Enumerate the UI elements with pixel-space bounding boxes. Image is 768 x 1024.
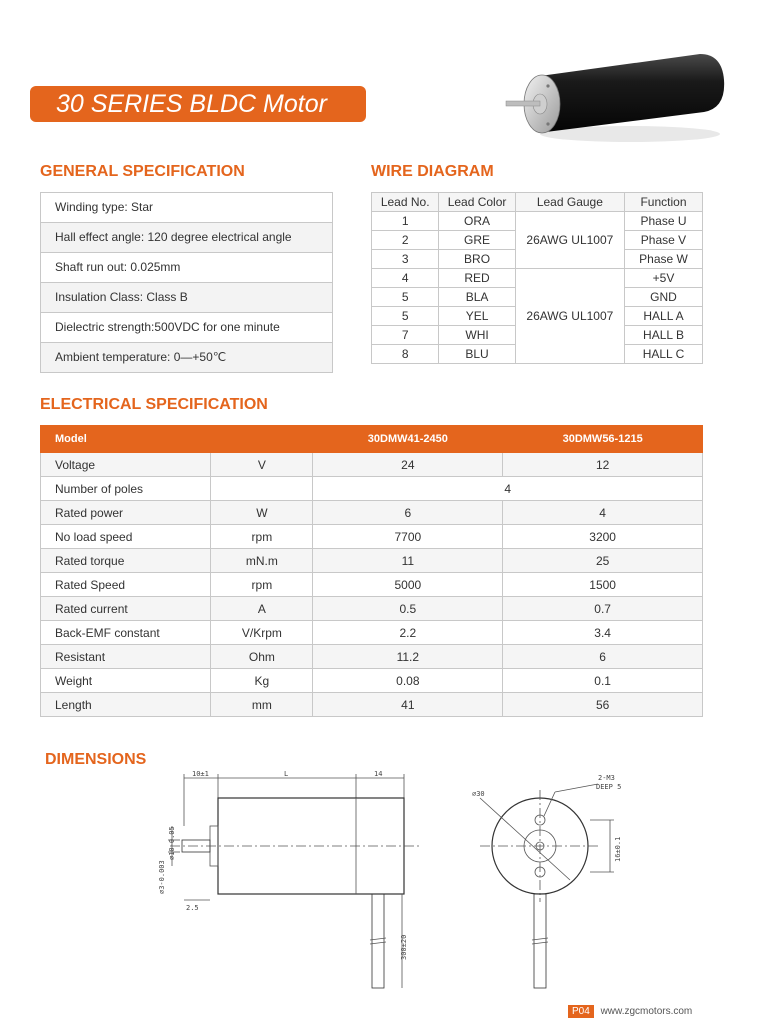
general-spec-item: Winding type: Star [41,193,332,223]
general-spec-heading: GENERAL SPECIFICATION [40,163,245,180]
general-spec-item: Shaft run out: 0.025mm [41,253,332,283]
dim-shaft-length: 10±1 [192,770,209,778]
table-header: Lead Gauge [515,193,624,212]
table-header: 30DMW56-1215 [503,426,703,453]
table-row [41,597,703,621]
lead-function: HALL A [624,307,702,326]
param-unit: mm [211,693,313,717]
lead-color: BRO [439,250,515,269]
model-b-value: 0.7 [503,597,703,621]
model-a-value: 11.2 [313,645,503,669]
wire-diagram-table [371,192,703,364]
dim-shaft-step: 2.5 [186,904,199,912]
lead-no: 5 [372,307,439,326]
lead-color: YEL [439,307,515,326]
dim-body-length: L [284,770,289,778]
model-a-value: 24 [313,453,503,477]
dim-shaft-diameter: ⌀3-0.003 [158,860,166,894]
param-unit: mN.m [211,549,313,573]
dimension-drawing [158,770,640,1000]
table-row [41,453,703,477]
model-a-value: 6 [313,501,503,525]
lead-no: 4 [372,269,439,288]
table-row [372,269,703,288]
param-name: Voltage [41,453,211,477]
table-row [41,525,703,549]
page-footer [568,1005,692,1018]
table-header: 30DMW41-2450 [313,426,503,453]
param-name: Rated current [41,597,211,621]
model-a-value: 41 [313,693,503,717]
dim-rear-length: 14 [374,770,383,778]
param-name: Back-EMF constant [41,621,211,645]
table-header: Function [624,193,702,212]
lead-no: 8 [372,345,439,364]
lead-function: Phase U [624,212,702,231]
param-name: No load speed [41,525,211,549]
page-title: 30 SERIES BLDC Motor [56,90,327,118]
model-a-value: 0.5 [313,597,503,621]
website-link[interactable]: www.zgcmotors.com [600,1006,693,1017]
param-unit: rpm [211,573,313,597]
param-name: Length [41,693,211,717]
table-header-row [372,193,703,212]
param-name: Number of poles [41,477,211,501]
table-header: Lead No. [372,193,439,212]
model-b-value: 1500 [503,573,703,597]
table-row [41,549,703,573]
table-header: Lead Color [439,193,515,212]
lead-no: 7 [372,326,439,345]
table-row [41,645,703,669]
lead-function: +5V [624,269,702,288]
page-title-banner [30,86,366,122]
lead-color: ORA [439,212,515,231]
table-row [41,621,703,645]
lead-color: WHI [439,326,515,345]
table-row [41,501,703,525]
dim-hole-spacing: 16±0.1 [614,836,622,862]
general-spec-item: Ambient temperature: 0—+50℃ [41,343,332,372]
motor-photo [500,52,730,144]
model-a-value: 7700 [313,525,503,549]
lead-color: BLA [439,288,515,307]
model-b-value: 6 [503,645,703,669]
lead-function: HALL B [624,326,702,345]
model-b-value: 3200 [503,525,703,549]
page-number: P04 [568,1005,594,1018]
merged-value: 4 [313,477,703,501]
param-unit: V/Krpm [211,621,313,645]
param-name: Rated power [41,501,211,525]
lead-function: HALL C [624,345,702,364]
param-unit: Kg [211,669,313,693]
table-row [41,669,703,693]
general-spec-item: Insulation Class: Class B [41,283,332,313]
table-row [372,212,703,231]
model-b-value: 25 [503,549,703,573]
model-b-value: 0.1 [503,669,703,693]
param-unit: rpm [211,525,313,549]
electrical-spec-table [40,425,703,717]
lead-function: Phase W [624,250,702,269]
model-a-value: 5000 [313,573,503,597]
table-row [41,693,703,717]
table-header: Model [41,426,313,453]
param-name: Weight [41,669,211,693]
model-a-value: 0.08 [313,669,503,693]
param-unit: V [211,453,313,477]
lead-no: 5 [372,288,439,307]
electrical-spec-heading: ELECTRICAL SPECIFICATION [40,396,268,413]
param-name: Rated Speed [41,573,211,597]
dim-screws: 2-M3 [598,774,615,782]
param-name: Rated torque [41,549,211,573]
lead-color: GRE [439,231,515,250]
model-b-value: 56 [503,693,703,717]
lead-color: RED [439,269,515,288]
lead-no: 1 [372,212,439,231]
model-b-value: 4 [503,501,703,525]
lead-gauge: 26AWG UL1007 [515,212,624,269]
lead-color: BLU [439,345,515,364]
general-spec-list [40,192,333,373]
param-unit: W [211,501,313,525]
param-name: Resistant [41,645,211,669]
general-spec-item: Dielectric strength:500VDC for one minute [41,313,332,343]
lead-no: 3 [372,250,439,269]
model-b-value: 12 [503,453,703,477]
model-b-value: 3.4 [503,621,703,645]
dim-lead-length: 300±20 [400,934,408,960]
param-unit: A [211,597,313,621]
table-row [41,573,703,597]
lead-function: Phase V [624,231,702,250]
model-a-value: 2.2 [313,621,503,645]
dimensions-heading: DIMENSIONS [45,751,147,768]
dim-depth: DEEP 5 [596,783,622,791]
model-a-value: 11 [313,549,503,573]
param-unit: Ohm [211,645,313,669]
wire-diagram-heading: WIRE DIAGRAM [371,163,494,180]
dim-diameter: ⌀30 [472,790,485,798]
lead-gauge: 26AWG UL1007 [515,269,624,364]
lead-function: GND [624,288,702,307]
lead-no: 2 [372,231,439,250]
general-spec-item: Hall effect angle: 120 degree electrical angle [41,223,332,253]
param-unit [211,477,313,501]
table-header-row [41,426,703,453]
dim-boss-diameter: ⌀10-0.05 [168,826,176,860]
table-row [41,477,703,501]
